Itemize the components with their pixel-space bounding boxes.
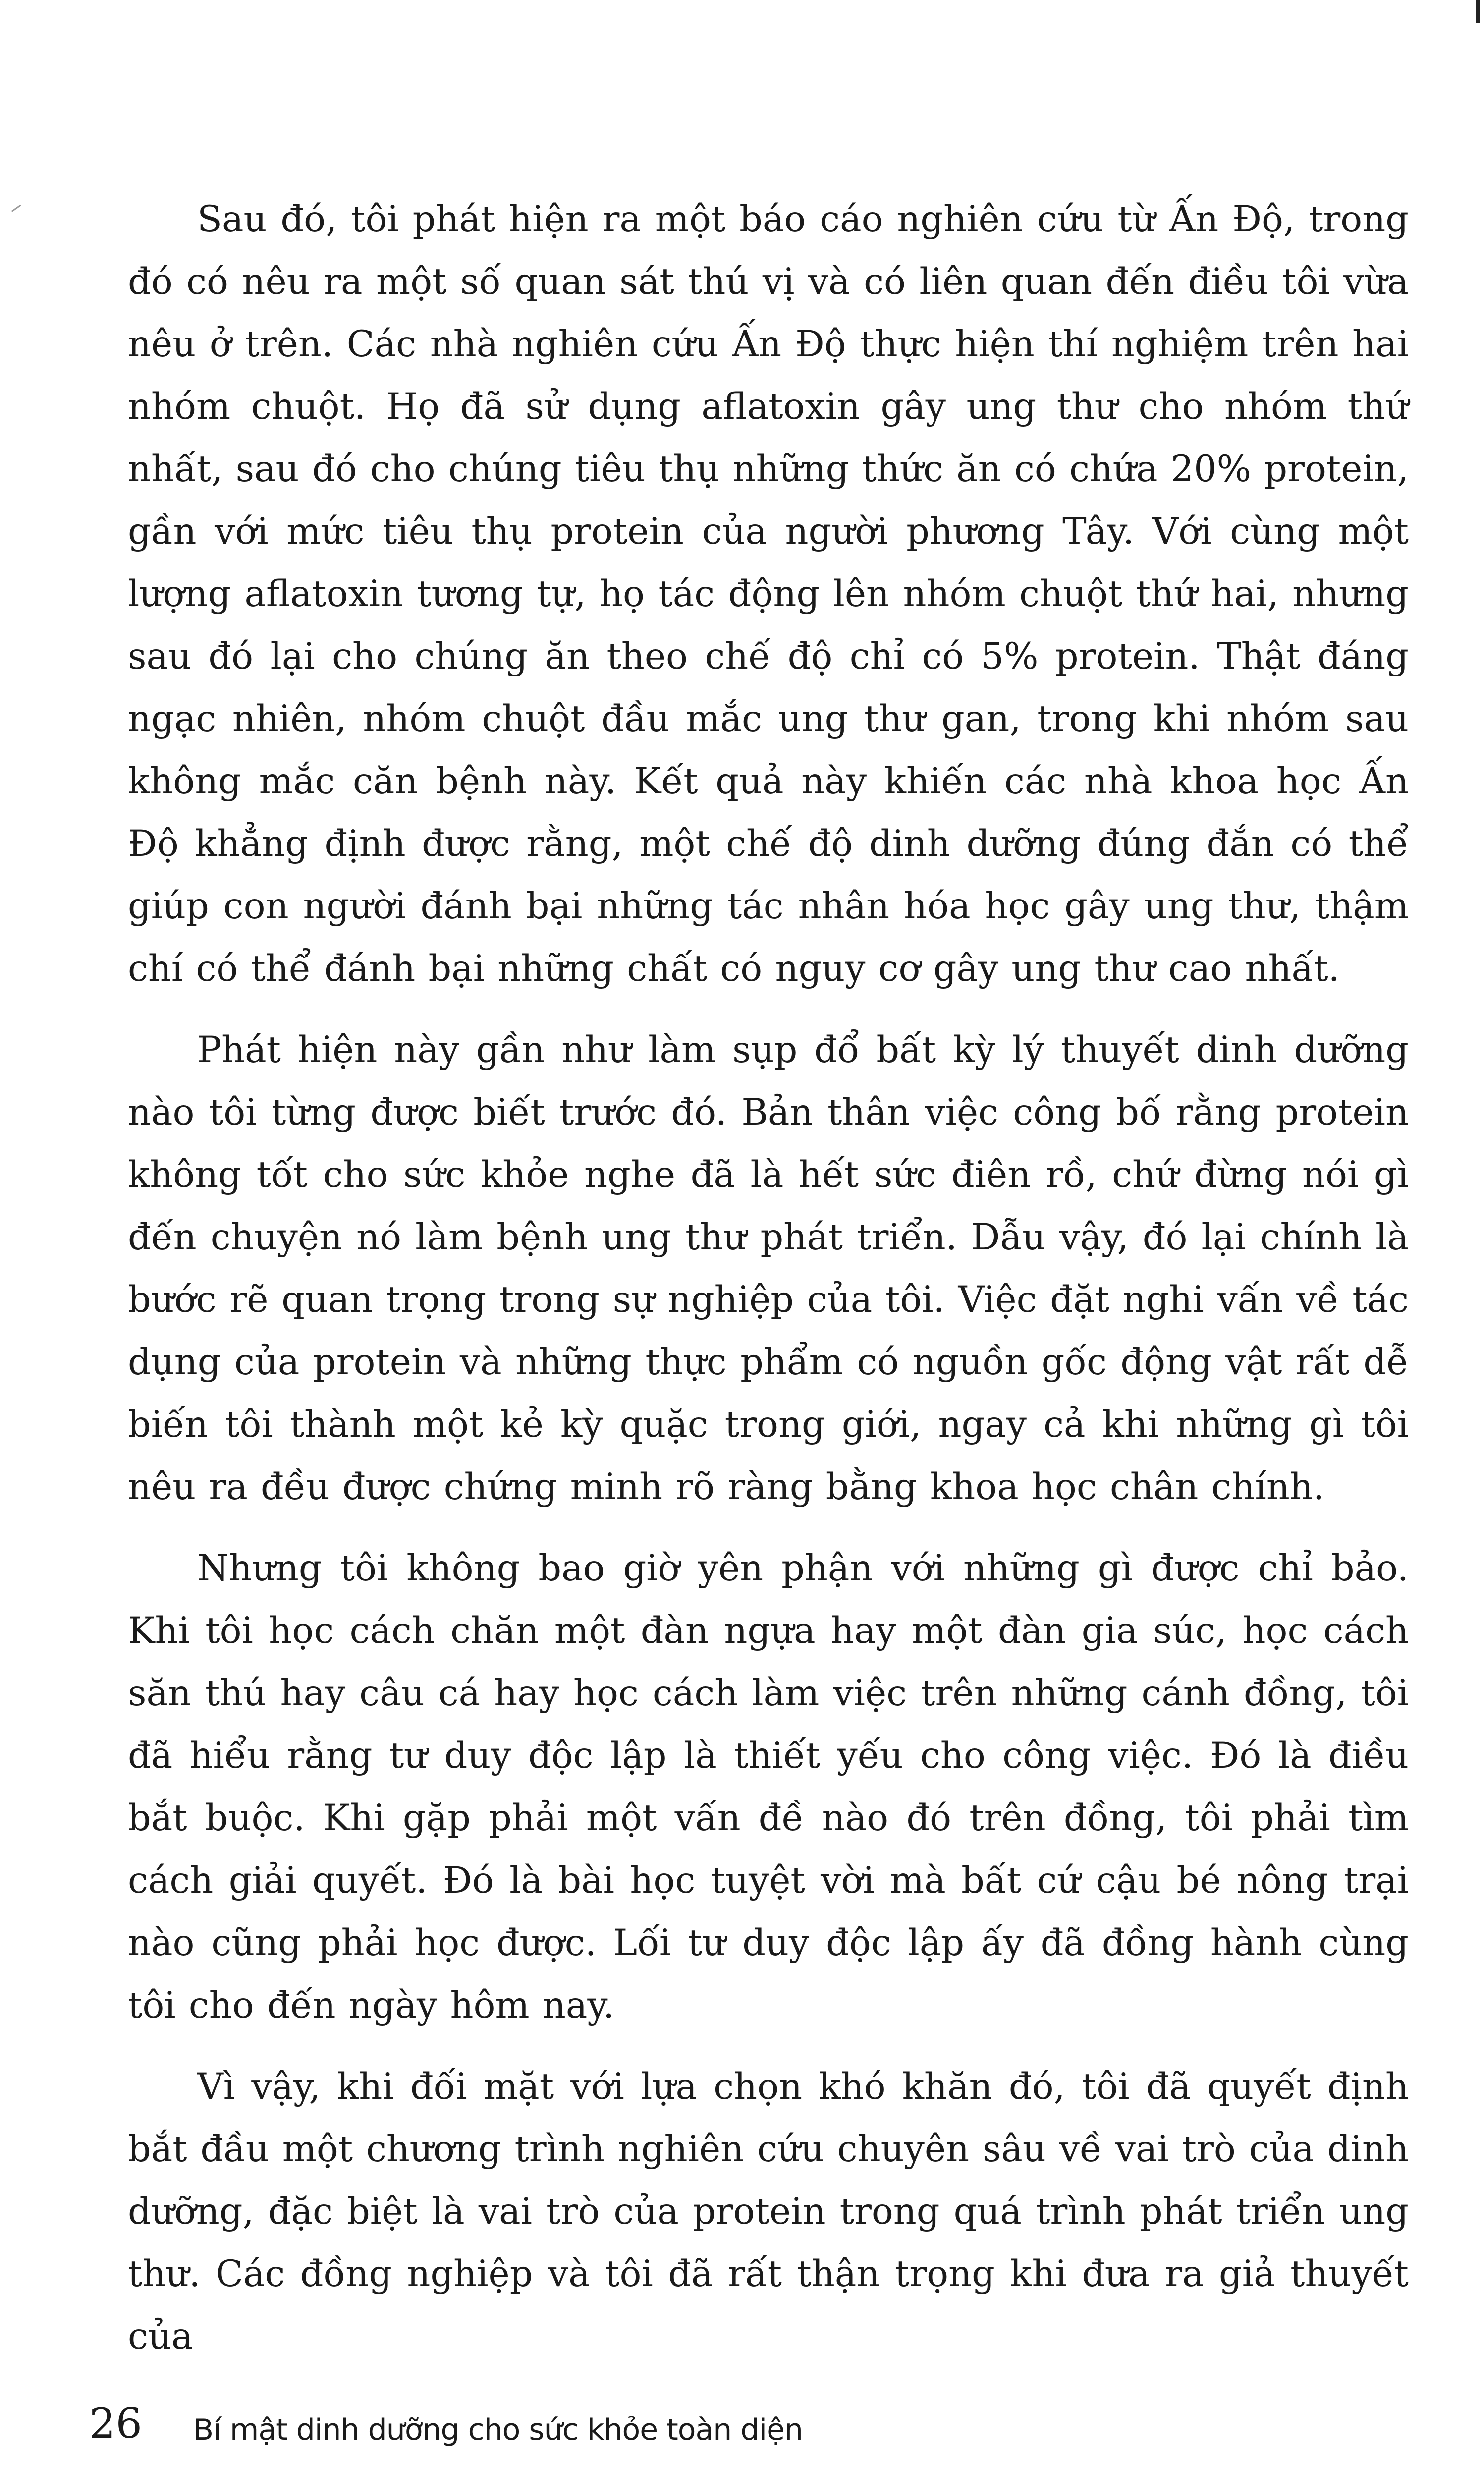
- body-text: [128, 188, 1409, 2368]
- paragraph-4: Vì vậy, khi đối mặt với lựa chọn khó khăn đó, tôi đã quyết định bắt đầu một chương trình nghiên cứu chuyên sâu về vai trò của dinh dưỡng, đặc biệt là vai trò của protein trong quá trình phát triển ung thư. Các đồng nghiệp và tôi đã rất thận trọng khi đưa ra giả thuyết của: [128, 2066, 1409, 2358]
- scan-edge-mark: [1476, 0, 1480, 23]
- paragraph-1: Sau đó, tôi phát hiện ra một báo cáo nghiên cứu từ Ấn Độ, trong đó có nêu ra một số quan sát thú vị và có liên quan đến điều tôi vừa nêu ở trên. Các nhà nghiên cứu Ấn Độ thực hiện thí nghiệm trên hai nhóm chuột. Họ đã sử dụng aflatoxin gây ung thư cho nhóm thứ nhất, sau đó cho chúng tiêu thụ những thức ăn có chứa 20% protein, gần với mức tiêu thụ protein của người phương Tây. Với cùng một lượng aflatoxin tương tự, họ tác động lên nhóm chuột thứ hai, nhưng sau đó lại cho chúng ăn theo chế độ chỉ có 5% protein. Thật đáng ngạc nhiên, nhóm chuột đầu mắc ung thư gan, trong khi nhóm sau không mắc căn bệnh này. Kết quả này khiến các nhà khoa học Ấn Độ khẳng định được rằng, một chế độ dinh dưỡng đúng đắn có thể giúp con người đánh bại những tác nhân hóa học gây ung thư, thậm chí có thể đánh bại những chất có nguy cơ gây ung thư cao nhất.: [128, 198, 1409, 990]
- paragraph-3: Nhưng tôi không bao giờ yên phận với những gì được chỉ bảo. Khi tôi học cách chăn một đàn ngựa hay một đàn gia súc, học cách săn thú hay câu cá hay học cách làm việc trên những cánh đồng, tôi đã hiểu rằng tư duy độc lập là thiết yếu cho công việc. Đó là điều bắt buộc. Khi gặp phải một vấn đề nào đó trên đồng, tôi phải tìm cách giải quyết. Đó là bài học tuyệt vời mà bất cứ cậu bé nông trại nào cũng phải học được. Lối tư duy độc lập ấy đã đồng hành cùng tôi cho đến ngày hôm nay.: [128, 1547, 1409, 2027]
- page-number: 26: [89, 2399, 142, 2448]
- page-footer: [89, 2396, 1278, 2456]
- running-title: Bí mật dinh dưỡng cho sức khỏe toàn diện: [193, 2413, 803, 2447]
- scan-speck: [11, 205, 23, 216]
- paragraph-2: Phát hiện này gần như làm sụp đổ bất kỳ lý thuyết dinh dưỡng nào tôi từng được biết trước đó. Bản thân việc công bố rằng protein không tốt cho sức khỏe nghe đã là hết sức điên rồ, chứ đừng nói gì đến chuyện nó làm bệnh ung thư phát triển. Dẫu vậy, đó lại chính là bước rẽ quan trọng trong sự nghiệp của tôi. Việc đặt nghi vấn về tác dụng của protein và những thực phẩm có nguồn gốc động vật rất dễ biến tôi thành một kẻ kỳ quặc trong giới, ngay cả khi những gì tôi nêu ra đều được chứng minh rõ ràng bằng khoa học chân chính.: [128, 1029, 1409, 1508]
